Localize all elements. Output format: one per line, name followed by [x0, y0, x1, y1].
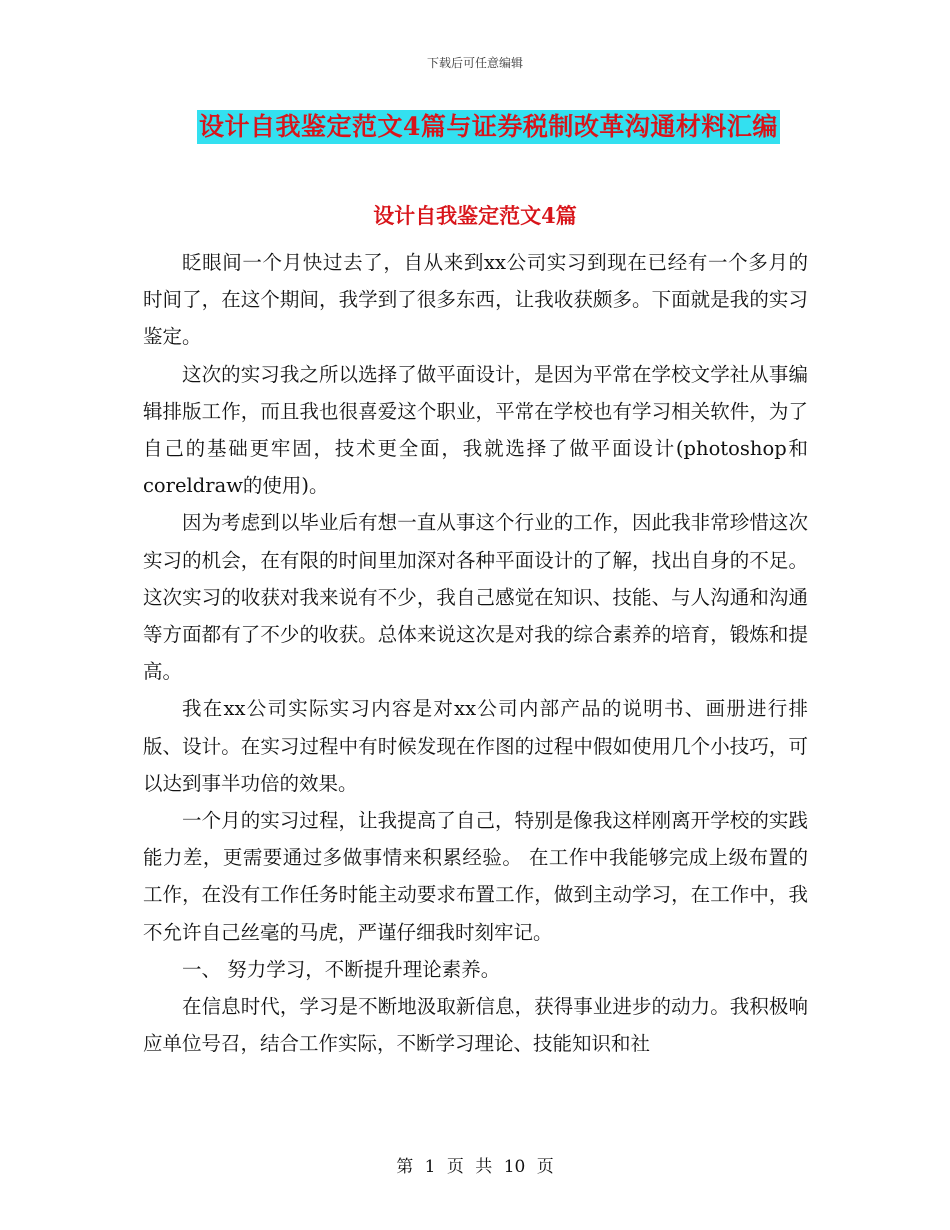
paragraph: 一个月的实习过程，让我提高了自己，特别是像我这样刚离开学校的实践能力差，更需要通过多做事情来积累经验。 在工作中我能够完成上级布置的工作，在没有工作任务时能主动要求布置工作，做到主动学习，在工作中，我不允许自己丝毫的马虎，严谨仔细我时刻牢记。	[143, 809, 808, 944]
header-note: 下载后可任意编辑	[426, 56, 523, 70]
paragraph: 眨眼间一个月快过去了，自从来到xx公司实习到现在已经有一个多月的时间了，在这个期间，我学到了很多东西，让我收获颇多。下面就是我的实习鉴定。	[143, 251, 808, 349]
body-text	[143, 244, 808, 1062]
document-title: 设计自我鉴定范文4篇与证券税制改革沟通材料汇编	[197, 110, 780, 144]
paragraph: 一、 努力学习，不断提升理论素养。	[182, 957, 501, 981]
paragraph: 我在xx公司实际实习内容是对xx公司内部产品的说明书、画册进行排版、设计。在实习过程中有时候发现在作图的过程中假如使用几个小技巧，可以达到事半功倍的效果。	[143, 697, 808, 795]
section-title: 设计自我鉴定范文4篇	[373, 203, 577, 228]
paragraph: 这次的实习我之所以选择了做平面设计，是因为平常在学校文学社从事编辑排版工作，而且我也很喜爱这个职业，平常在学校也有学习相关软件，为了自己的基础更牢固，技术更全面，我就选择了做平面设计(photoshop和coreldraw的使用)。	[143, 362, 808, 498]
paragraph: 在信息时代，学习是不断地汲取新信息，获得事业进步的动力。我积极响应单位号召，结合工作实际，不断学习理论、技能知识和社	[143, 995, 808, 1056]
paragraph: 因为考虑到以毕业后有想一直从事这个行业的工作，因此我非常珍惜这次实习的机会，在有限的时间里加深对各种平面设计的了解，找出自身的不足。这次实习的收获对我来说有不少，我自己感觉在知识、技能、与人沟通和沟通等方面都有了不少的收获。总体来说这次是对我的综合素养的培育，锻炼和提高。	[143, 511, 808, 684]
page-number-footer: 第 1 页 共 10 页	[396, 1157, 554, 1177]
